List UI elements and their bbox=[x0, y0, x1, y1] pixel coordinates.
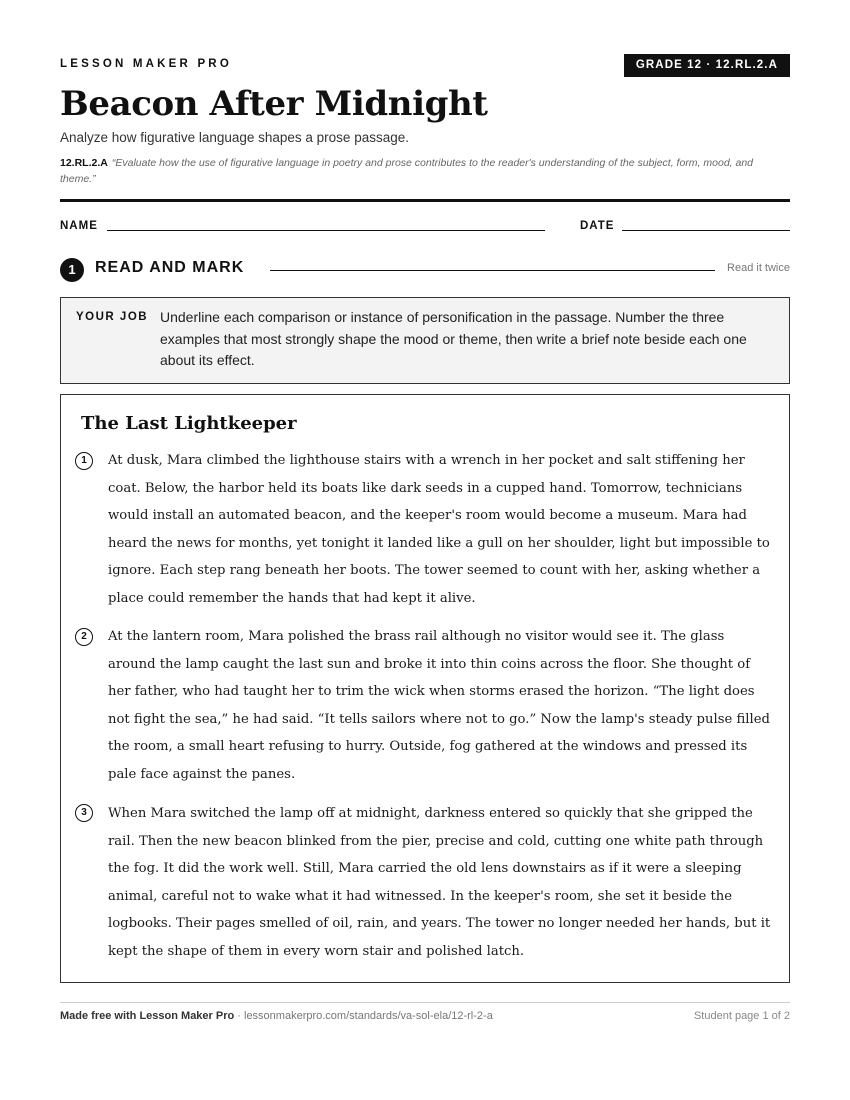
instructions-box bbox=[60, 297, 790, 384]
date-field[interactable] bbox=[622, 230, 790, 231]
page-title: Beacon After Midnight bbox=[60, 84, 488, 124]
page-subtitle: Analyze how figurative language shapes a prose passage. bbox=[60, 130, 409, 145]
header-divider bbox=[60, 199, 790, 202]
paragraph-number: 3 bbox=[75, 804, 93, 822]
footer-url[interactable]: · lessonmakerpro.com/standards/va-sol-ela/12-rl-2-a bbox=[234, 1010, 493, 1022]
paragraph-number: 2 bbox=[75, 628, 93, 646]
section-hint: Read it twice bbox=[727, 262, 790, 274]
footer-page-number: Student page 1 of 2 bbox=[693, 1010, 790, 1022]
section-title: READ AND MARK bbox=[95, 259, 245, 276]
section-divider bbox=[270, 270, 715, 271]
footer-divider bbox=[60, 1002, 790, 1003]
passage-paragraph: When Mara switched the lamp off at midnight, darkness entered so quickly that she gripped the rail. Then the new beacon blinked from the pier, precise and cold, cutting one white path through the fog. It did the work well. Still, Mara carried the old lens downstairs as if it were a sleeping animal, careful not to wake what it had witnessed. In the keeper's room, she set it beside the logbooks. Their pages smelled of oil, rain, and years. The tower no longer needed her hands, but it kept the shape of them in every worn stair and polished latch. bbox=[108, 806, 771, 959]
paragraph-number: 1 bbox=[75, 452, 93, 470]
standard-description: “Evaluate how the use of figurative language in poetry and prose contributes to the reader's understanding of the subject, form, mood, and theme.” bbox=[60, 157, 754, 185]
date-label: DATE bbox=[580, 220, 615, 232]
name-field[interactable] bbox=[107, 230, 545, 231]
passage-paragraph: At the lantern room, Mara polished the brass rail although no visitor would see it. The glass around the lamp caught the last sun and broke it into thin coins across the floor. She thought of her father, who had taught her to trim the wick when storms erased the horizon. “The light does not fight the sea,” he had said. “It tells sailors where not to go.” Now the lamp's steady pulse filled the room, a small heart refusing to hurry. Outside, fog gathered at the windows and pressed its pale face against the panes. bbox=[108, 629, 770, 782]
footer-credit bbox=[60, 1010, 493, 1022]
instructions-label: YOUR JOB bbox=[76, 311, 149, 323]
worksheet-page bbox=[60, 0, 790, 1100]
footer-made-with: Made free with Lesson Maker Pro bbox=[60, 1010, 235, 1022]
passage-box bbox=[60, 394, 790, 983]
instructions-text: Underline each comparison or instance of personification in the passage. Number the three examples that most strongly shape the mood or theme, then write a brief note beside each one about its effect. bbox=[160, 309, 747, 368]
grade-badge: GRADE 12 · 12.RL.2.A bbox=[624, 54, 790, 77]
brand-name: LESSON MAKER PRO bbox=[60, 58, 232, 70]
name-label: NAME bbox=[60, 220, 98, 232]
section-number-badge: 1 bbox=[60, 258, 84, 282]
passage-title: The Last Lightkeeper bbox=[81, 413, 297, 434]
standard-statement bbox=[60, 155, 775, 187]
passage-paragraph: At dusk, Mara climbed the lighthouse stairs with a wrench in her pocket and salt stiffening her coat. Below, the harbor held its boats like dark seeds in a cupped hand. Tomorrow, technicians would install an automated beacon, and the keeper's room would become a museum. Mara had heard the news for months, yet tonight it landed like a gull on her shoulder, light but impossible to ignore. Each step rang beneath her boots. The tower seemed to count with her, asking whether a place could remember the hands that had kept it alive. bbox=[108, 453, 770, 606]
standard-code: 12.RL.2.A bbox=[60, 157, 108, 169]
